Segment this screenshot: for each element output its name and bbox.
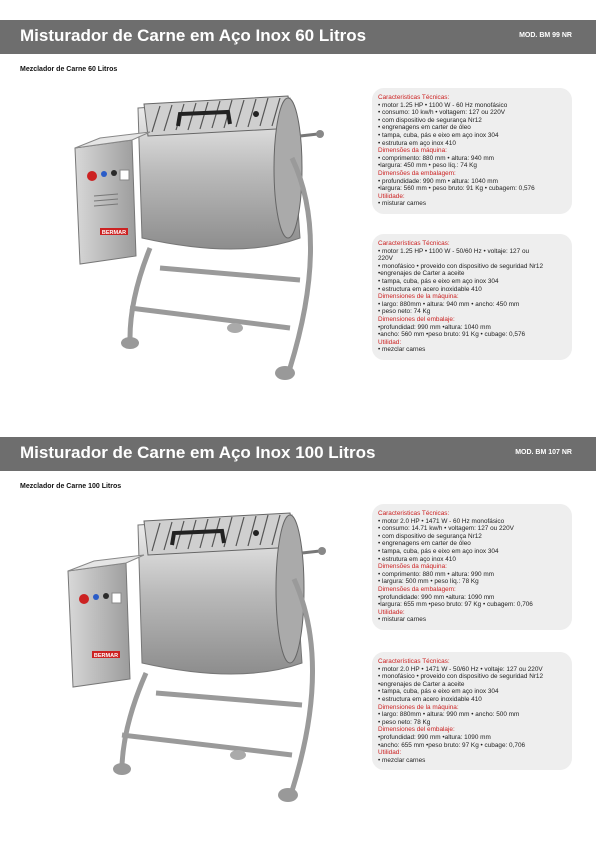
spec-item: • motor 2.0 HP • 1471 W - 60 Hz monofásico: [378, 517, 505, 525]
spec-item: • estructura em acero inoxidable 410: [378, 695, 482, 703]
section-1-spec-pt: [372, 88, 572, 214]
spec-item: • com dispositivo de segurança Nr12: [378, 116, 482, 124]
section-2-banner: [0, 437, 596, 471]
spec-item: •largura: 655 mm •peso bruto: 97 Kg • cubagem: 0,706: [378, 601, 533, 609]
spec-item: • motor 1.25 HP • 1100 W - 50/60 Hz • voltaje: 127 ou: [378, 247, 530, 255]
spec-item: • misturar carnes: [378, 616, 427, 624]
spec-item: • consumo: 14.71 kw/h • voltagem: 127 ou 220V: [378, 525, 514, 533]
spec-item: • mezclar carnes: [378, 756, 426, 764]
section-2-brand-label: BERMAR: [93, 653, 119, 659]
spec-item: •profundidade: 990 mm •altura: 1090 mm: [378, 593, 495, 601]
spec-item: •profundidad: 990 mm •altura: 1040 mm: [378, 323, 491, 331]
spec-item: • estrutura em aço inox 410: [378, 139, 456, 147]
spec-item: •engrenajes de Carter a aceite: [378, 680, 465, 688]
spec-item: • peso neto: 74 Kg: [378, 308, 431, 316]
spec-heading: Dimensões da embalagem:: [378, 585, 456, 593]
spec-item: • motor 1.25 HP • 1100 W - 60 Hz monofásico: [378, 101, 508, 109]
spec-item: • tampa, cuba, pás e eixo em aço inox 304: [378, 547, 499, 555]
spec-heading: Dimensiones del embalaje:: [378, 315, 455, 323]
spec-heading: Características Técnicas:: [378, 658, 450, 665]
section-1-brand-label: BERMAR: [101, 230, 127, 236]
section-1-title: Misturador de Carne em Aço Inox 60 Litros: [20, 26, 367, 45]
spec-item: • tampa, cuba, pás e eixo em aço inox 304: [378, 277, 499, 285]
spec-heading: Caracteristicas Técnicas:: [378, 94, 450, 101]
spec-heading: Dimensiones de la máquina:: [378, 293, 459, 301]
section-2-subtitle: Mezclador de Carne 100 Litros: [20, 483, 122, 490]
spec-item: • misturar carnes: [378, 200, 427, 208]
section-2-mixer-photo: [60, 503, 360, 813]
section-2-title: Misturador de Carne em Aço Inox 100 Litros: [20, 443, 376, 462]
section-1-banner: [0, 20, 596, 54]
spec-heading: Características Técnicas:: [378, 240, 450, 247]
spec-heading: Dimensões da embalagem:: [378, 169, 456, 177]
section-1-model: MOD. BM 99 NR: [519, 32, 572, 39]
spec-heading: Dimensiones de la máquina:: [378, 703, 459, 711]
spec-item: •ancho: 560 mm •peso bruto: 91 Kg • cubage: 0,576: [378, 331, 526, 339]
spec-heading: Caracteristicas Técnicas:: [378, 510, 450, 517]
spec-item: 220V: [378, 255, 393, 263]
spec-item: • profundidade: 990 mm • altura: 1040 mm: [378, 177, 498, 185]
spec-item: • motor 2.0 HP • 1471 W - 50/60 Hz • voltaje: 127 ou 220V: [378, 665, 543, 673]
spec-item: • largura: 500 mm • peso líq.: 78 Kg: [378, 578, 479, 586]
spec-heading: Utilidade:: [378, 192, 405, 200]
section-1-mixer-photo: [60, 88, 360, 398]
spec-item: •largura: 450 mm • peso líq.: 74 Kg: [378, 162, 477, 170]
spec-item: •largura: 560 mm • peso bruto: 91 Kg • cubagem: 0,576: [378, 185, 535, 193]
section-1-spec-es: [372, 234, 572, 360]
spec-item: • peso neto: 78 Kg: [378, 718, 431, 726]
spec-item: • monofásico • proveido con dispositivo de seguridad Nr12: [378, 262, 544, 270]
spec-item: • largo: 880mm • altura: 940 mm • ancho: 450 mm: [378, 300, 520, 308]
spec-item: • engrenagens em carter de óleo: [378, 540, 471, 548]
spec-item: •engrenajes de Carter a aceite: [378, 270, 465, 278]
spec-item: • tampa, cuba, pás e eixo em aço inox 304: [378, 688, 499, 696]
spec-item: • estructura em acero inoxidable 410: [378, 285, 482, 293]
section-2-model: MOD. BM 107 NR: [515, 449, 572, 456]
spec-item: • tampa, cuba, pás e eixo em aço inox 304: [378, 131, 499, 139]
spec-item: • comprimento: 880 mm • altura: 990 mm: [378, 570, 494, 578]
section-2-spec-pt: [372, 504, 572, 630]
spec-item: • estrutura em aço inox 410: [378, 555, 456, 563]
spec-heading: Utilidade:: [378, 608, 405, 616]
spec-item: • mezclar carnes: [378, 346, 426, 354]
spec-heading: Dimensões da máquina:: [378, 147, 447, 155]
spec-heading: Utilidad:: [378, 749, 402, 757]
spec-item: •ancho: 655 mm •peso bruto: 97 Kg • cubage: 0,706: [378, 741, 526, 749]
spec-item: • largo: 880mm • altura: 990 mm • ancho: 500 mm: [378, 711, 520, 719]
section-2-spec-es: [372, 652, 572, 770]
spec-item: • engrenagens em carter de óleo: [378, 124, 471, 132]
spec-item: • monofásico • proveido con dispositivo de seguridad Nr12: [378, 673, 544, 681]
section-1-subtitle: Mezclador de Carne 60 Litros: [20, 66, 118, 73]
spec-item: •profundidad: 990 mm •altura: 1090 mm: [378, 733, 491, 741]
spec-item: • consumo: 10 kw/h • voltagem: 127 ou 220V: [378, 109, 506, 117]
spec-item: • comprimento: 880 mm • altura: 940 mm: [378, 154, 494, 162]
spec-heading: Utilidad:: [378, 338, 402, 346]
spec-item: • com dispositivo de segurança Nr12: [378, 532, 482, 540]
spec-heading: Dimensiones del embalaje:: [378, 726, 455, 734]
spec-heading: Dimensões da máquina:: [378, 563, 447, 571]
